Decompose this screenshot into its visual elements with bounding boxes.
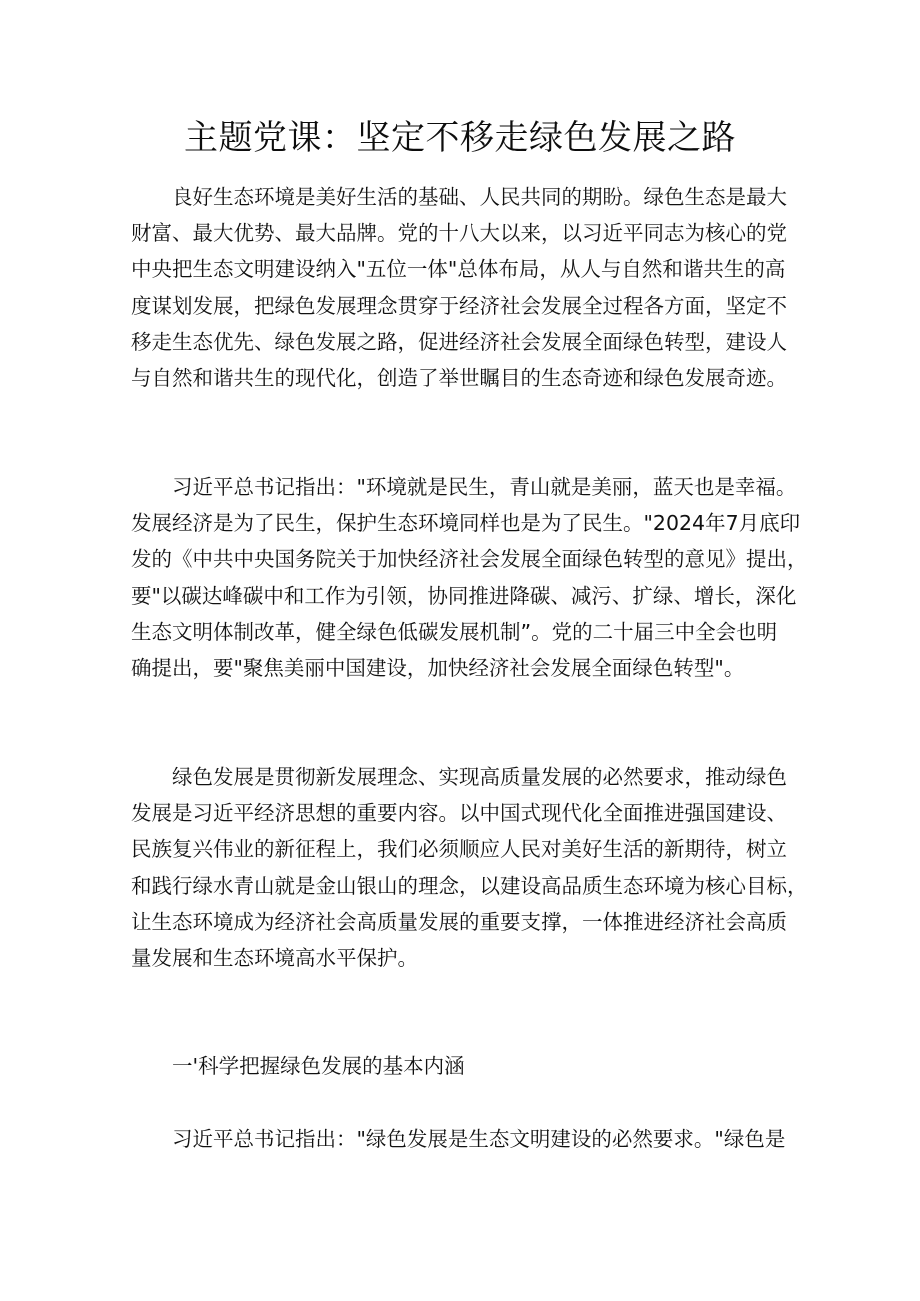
paragraph-line: 生态文明体制改革，健全绿色低碳发展机制”。党的二十届三中全会也明 [131,619,778,644]
paragraph-line: 确提出，要"聚焦美丽中国建设，加快经济社会发展全面绿色转型"。 [131,655,745,680]
paragraph-line: 习近平总书记指出："绿色发展是生态文明建设的必然要求。"绿色是 [172,1127,786,1151]
paragraph-requirement [131,759,808,976]
paragraph-line: 量发展和生态环境高水平保护。 [131,945,418,970]
paragraph-line: 民族复兴伟业的新征程上，我们必须顺应人民对美好生活的新期待，树立 [131,837,787,862]
paragraph-line: 和践行绿水青山就是金山银山的理念，以建设高品质生态环境为核心目标， [131,873,808,898]
document-title: 主题党课：坚定不移走绿色发展之路 [184,118,736,158]
paragraph-last [131,1121,791,1157]
paragraph-line: 中央把生态文明建设纳入"五位一体"总体布局，从人与自然和谐共生的高 [131,257,786,282]
paragraph-line: 发展经济是为了民生，保护生态环境同样也是为了民生。"2024年7月底印 [131,511,801,536]
paragraph-line: 与自然和谐共生的现代化，创造了举世瞩目的生态奇迹和绿色发展奇迹。 [131,365,787,390]
paragraph-quote [131,469,808,686]
paragraph-line: 移走生态优先、绿色发展之路，促进经济社会发展全面绿色转型，建设人 [131,329,787,354]
paragraph-line: 财富、最大优势、最大品牌。党的十八大以来，以习近平同志为核心的党 [131,221,787,246]
paragraph-line: 习近平总书记指出："环境就是民生，青山就是美丽，蓝天也是幸福。 [172,475,797,499]
paragraph-line: 绿色发展是贯彻新发展理念、实现高质量发展的必然要求，推动绿色 [172,765,787,789]
paragraph-intro [131,179,791,396]
section-heading [131,1048,791,1084]
paragraph-line: 良好生态环境是美好生活的基础、人民共同的期盼。绿色生态是最大 [172,185,787,209]
paragraph-line: 发的《中共中央国务院关于加快经济社会发展全面绿色转型的意见》提出， [131,547,808,572]
paragraph-line: 要"以碳达峰碳中和工作为引领，协同推进降碳、减污、扩绿、增长，深化 [131,583,797,608]
paragraph-line: 度谋划发展，把绿色发展理念贯穿于经济社会发展全过程各方面，坚定不 [131,293,787,318]
paragraph-line: 让生态环境成为经济社会高质量发展的重要支撑，一体推进经济社会高质 [131,909,787,934]
section-heading-text: 一'科学把握绿色发展的基本内涵 [172,1054,465,1078]
paragraph-line: 发展是习近平经济思想的重要内容。以中国式现代化全面推进强国建设、 [131,801,787,826]
